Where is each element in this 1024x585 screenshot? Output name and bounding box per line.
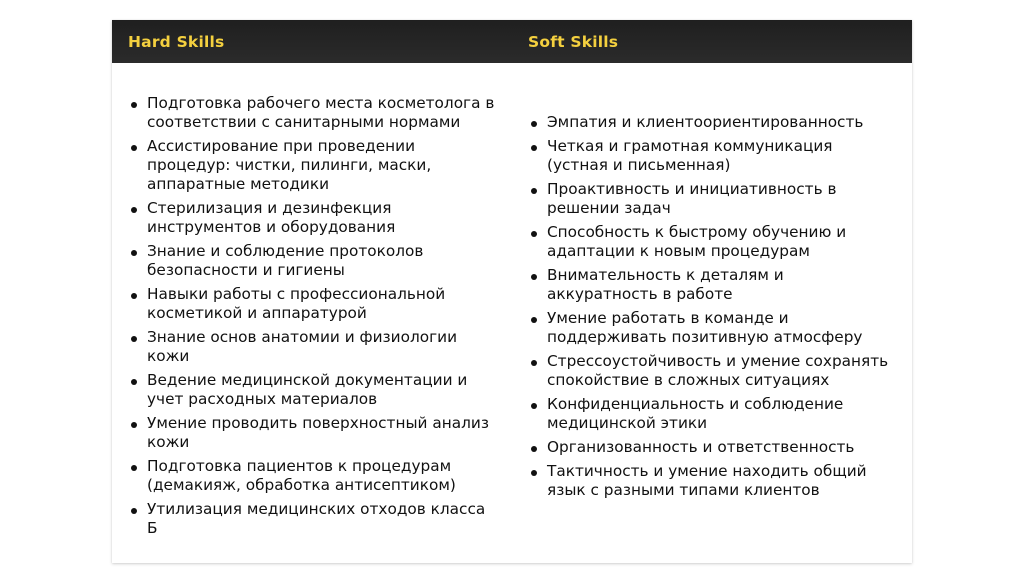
table-header bbox=[112, 20, 912, 63]
soft-skills-list bbox=[528, 113, 898, 500]
list-item: Тактичность и умение находить общий язык с разными типами клиентов bbox=[547, 462, 898, 500]
hard-skills-list bbox=[128, 94, 498, 538]
hard-skills-column bbox=[128, 94, 498, 543]
list-item: Подготовка рабочего места косметолога в соответствии с санитарными нормами bbox=[147, 94, 498, 132]
hard-skills-heading: Hard Skills bbox=[128, 32, 225, 51]
list-item: Навыки работы с профессиональной косметикой и аппаратурой bbox=[147, 285, 498, 323]
list-item: Стрессоустойчивость и умение сохранять спокойствие в сложных ситуациях bbox=[547, 352, 898, 390]
list-item: Умение работать в команде и поддерживать позитивную атмосферу bbox=[547, 309, 898, 347]
list-item: Умение проводить поверхностный анализ кожи bbox=[147, 414, 498, 452]
list-item: Знание и соблюдение протоколов безопасности и гигиены bbox=[147, 242, 498, 280]
list-item: Утилизация медицинских отходов класса Б bbox=[147, 500, 498, 538]
list-item: Ведение медицинской документации и учет расходных материалов bbox=[147, 371, 498, 409]
list-item: Ассистирование при проведении процедур: чистки, пилинги, маски, аппаратные методики bbox=[147, 137, 498, 194]
list-item: Подготовка пациентов к процедурам (демакияж, обработка антисептиком) bbox=[147, 457, 498, 495]
list-item: Знание основ анатомии и физиологии кожи bbox=[147, 328, 498, 366]
skills-card bbox=[112, 20, 912, 563]
list-item: Эмпатия и клиентоориентированность bbox=[547, 113, 898, 132]
list-item: Проактивность и инициативность в решении задач bbox=[547, 180, 898, 218]
list-item: Четкая и грамотная коммуникация (устная и письменная) bbox=[547, 137, 898, 175]
list-item: Способность к быстрому обучению и адаптации к новым процедурам bbox=[547, 223, 898, 261]
list-item: Конфиденциальность и соблюдение медицинской этики bbox=[547, 395, 898, 433]
list-item: Организованность и ответственность bbox=[547, 438, 898, 457]
list-item: Стерилизация и дезинфекция инструментов и оборудования bbox=[147, 199, 498, 237]
list-item: Внимательность к деталям и аккуратность в работе bbox=[547, 266, 898, 304]
soft-skills-heading: Soft Skills bbox=[528, 32, 619, 51]
soft-skills-column bbox=[528, 113, 898, 505]
